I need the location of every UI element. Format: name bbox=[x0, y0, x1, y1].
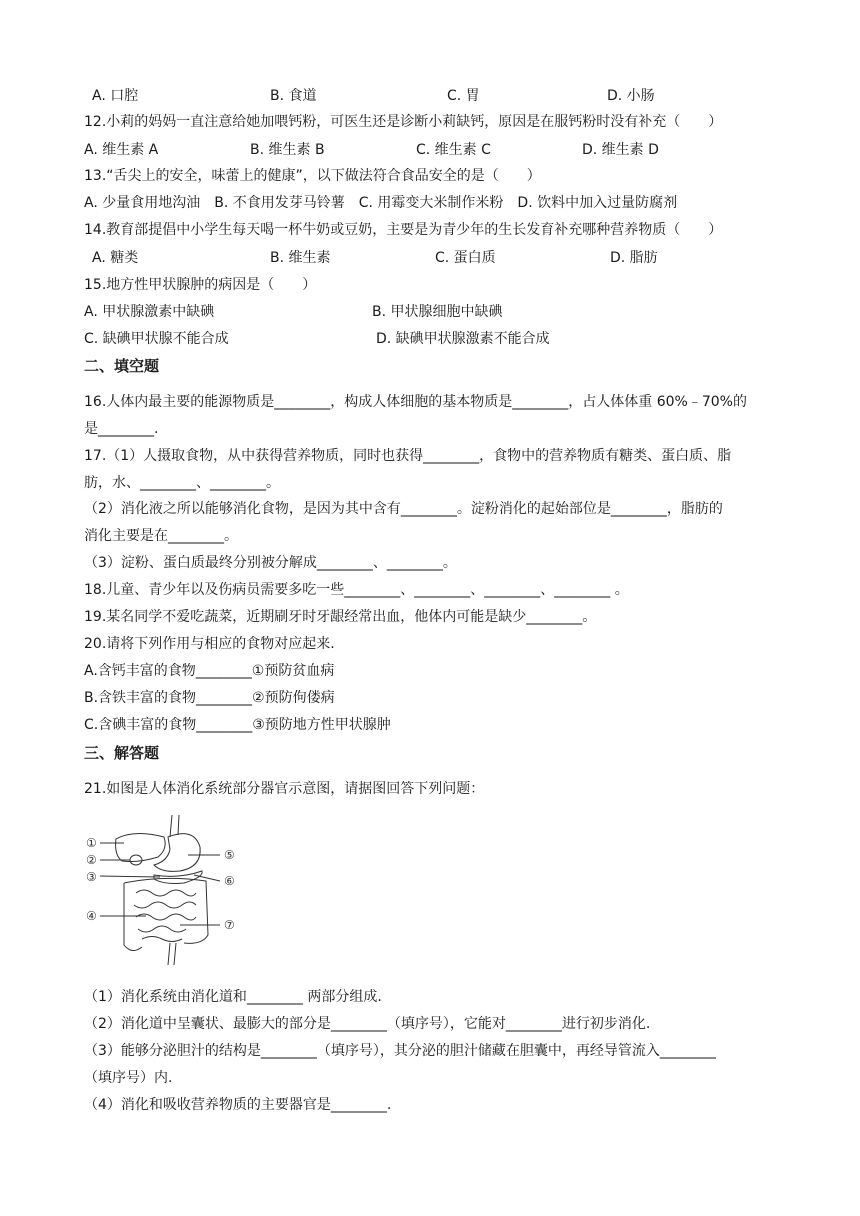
q20-row-b: B.含铁丰富的食物________②预防佝偻病 bbox=[84, 690, 335, 706]
q17-line-1: 17.（1）人摄取食物，从中获得营养物质，同时也获得________，食物中的营养物质有糖类、蛋白质、脂 bbox=[84, 448, 732, 464]
q21-stem: 21.如图是人体消化系统部分器官示意图，请据图回答下列问题： bbox=[84, 781, 485, 797]
q21-sub-3: （3）能够分泌胆汁的结构是________（填序号），其分泌的胆汁储藏在胆囊中，再经导管流入________ bbox=[84, 1043, 716, 1059]
diagram-label-1: ① bbox=[86, 836, 97, 850]
q14-option-c: C. 蛋白质 bbox=[435, 250, 496, 266]
large-intestine-shape bbox=[124, 878, 208, 950]
q15-option-c: C. 缺碘甲状腺不能合成 bbox=[84, 331, 229, 347]
q17-line-3: （2）消化液之所以能够消化食物，是因为其中含有________。淀粉消化的起始部位是________，脂肪的 bbox=[84, 501, 723, 517]
digestive-system-diagram bbox=[84, 815, 244, 970]
liver-shape bbox=[116, 833, 166, 861]
q16-line-1: 16.人体内最主要的能源物质是________，构成人体细胞的基本物质是________，占人体体重 60%﹣70%的 bbox=[84, 394, 747, 410]
q14-option-b: B. 维生素 bbox=[270, 250, 331, 266]
diagram-label-5: ⑤ bbox=[224, 848, 235, 862]
diagram-label-4: ④ bbox=[86, 909, 97, 923]
q15-stem: 15.地方性甲状腺肿的病因是（ ） bbox=[84, 277, 317, 293]
q11-option-b: B. 食道 bbox=[270, 88, 317, 104]
rectum-shape bbox=[168, 943, 176, 965]
q19-text: 19.某名同学不爱吃蔬菜，近期刷牙时牙龈经常出血，他体内可能是缺少________。 bbox=[84, 609, 597, 625]
diagram-label-6: ⑥ bbox=[224, 874, 235, 888]
q12-option-b: B. 维生素 B bbox=[250, 142, 325, 158]
section-heading-answer: 三、解答题 bbox=[84, 744, 160, 762]
section-heading-fill-in: 二、填空题 bbox=[84, 357, 160, 375]
q21-sub-2: （2）消化道中呈囊状、最膨大的部分是________（填序号），它能对________进行初步消化. bbox=[84, 1016, 651, 1032]
q12-option-c: C. 维生素 C bbox=[416, 142, 491, 158]
q17-line-4: 消化主要是在________。 bbox=[84, 528, 238, 544]
q20-stem: 20.请将下列作用与相应的食物对应起来. bbox=[84, 636, 335, 652]
q15-option-b: B. 甲状腺细胞中缺碘 bbox=[372, 304, 503, 320]
q21-sub-1: （1）消化系统由消化道和________ 两部分组成. bbox=[84, 989, 382, 1005]
q14-option-d: D. 脂肪 bbox=[610, 250, 658, 266]
q21-sub-3-cont: （填序号）内. bbox=[84, 1070, 173, 1086]
q14-stem: 14.教育部提倡中小学生每天喝一杯牛奶或豆奶，主要是为青少年的生长发育补充哪种营养物质（ ） bbox=[84, 222, 723, 238]
q12-option-d: D. 维生素 D bbox=[582, 142, 659, 158]
q21-sub-4: （4）消化和吸收营养物质的主要器官是________. bbox=[84, 1097, 392, 1113]
q17-line-5: （3）淀粉、蛋白质最终分别被分解成________、________。 bbox=[84, 555, 457, 571]
diagram-label-2: ② bbox=[86, 853, 97, 867]
q16-line-2: 是________. bbox=[84, 421, 159, 437]
pancreas-shape bbox=[154, 871, 202, 884]
q20-row-a: A.含钙丰富的食物________①预防贫血病 bbox=[84, 663, 335, 679]
q13-stem: 13.“舌尖上的安全，味蕾上的健康”，以下做法符合食品安全的是（ ） bbox=[84, 168, 541, 184]
q15-option-a: A. 甲状腺激素中缺碘 bbox=[84, 304, 215, 320]
gallbladder-shape bbox=[130, 855, 142, 865]
q12-option-a: A. 维生素 A bbox=[84, 142, 159, 158]
q13-options: A. 少量食用地沟油 B. 不食用发芽马铃薯 C. 用霉变大米制作米粉 D. 饮料中加入过量防腐剂 bbox=[84, 195, 678, 211]
q14-option-a: A. 糖类 bbox=[92, 250, 139, 266]
q11-option-d: D. 小肠 bbox=[607, 88, 655, 104]
q18-text: 18.儿童、青少年以及伤病员需要多吃一些________、________、________、________ 。 bbox=[84, 582, 629, 598]
q20-row-c: C.含碘丰富的食物________③预防地方性甲状腺肿 bbox=[84, 717, 391, 733]
q12-stem: 12.小莉的妈妈一直注意给她加喂钙粉，可医生还是诊断小莉缺钙，原因是在服钙粉时没有补充（ ） bbox=[84, 114, 723, 130]
diagram-label-7: ⑦ bbox=[224, 918, 235, 932]
stomach-shape bbox=[154, 834, 200, 872]
q11-option-a: A. 口腔 bbox=[92, 88, 139, 104]
q15-option-d: D. 缺碘甲状腺激素不能合成 bbox=[376, 331, 550, 347]
diagram-label-3: ③ bbox=[86, 870, 97, 884]
q17-line-2: 肪，水、________、________。 bbox=[84, 475, 280, 491]
q11-option-c: C. 胃 bbox=[447, 88, 480, 104]
